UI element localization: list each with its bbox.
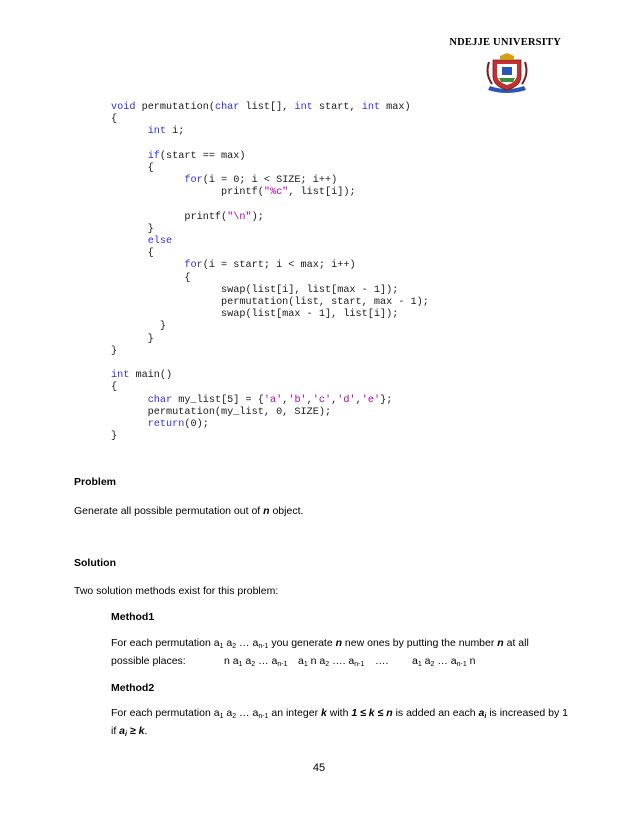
solution-intro: Two solution methods exist for this problem: bbox=[74, 585, 279, 597]
code-token: i; bbox=[166, 126, 185, 138]
code-token: 'd' bbox=[337, 394, 356, 406]
code-line bbox=[111, 358, 429, 370]
code-token: int bbox=[147, 126, 167, 138]
code-token: list[], bbox=[239, 102, 295, 113]
code-token: else bbox=[147, 236, 173, 248]
code-token: swap(list[i], list[max - 1]); bbox=[111, 284, 399, 296]
code-line bbox=[111, 139, 429, 151]
method2-heading: Method2 bbox=[111, 682, 155, 694]
code-line bbox=[111, 273, 429, 285]
code-token: int bbox=[361, 102, 381, 113]
code-token: permutation( bbox=[135, 102, 215, 113]
code-line bbox=[111, 212, 429, 224]
code-token: , bbox=[306, 394, 313, 406]
method2-line1: For each permutation $a_1$ $a_2$ … $a_{n-1}$ an integer k with 1 ≤ k ≤ n is added an each $a_i$ is increased by 1 bbox=[111, 707, 568, 720]
code-token: (i = start; i < max; i++) bbox=[202, 260, 356, 272]
code-token: } bbox=[111, 223, 154, 235]
code-token bbox=[111, 151, 148, 162]
method1-formula-2: $a_1$ n $a_2$ …. $a_{n-1}$ bbox=[298, 655, 365, 668]
method1-heading: Method1 bbox=[111, 611, 155, 623]
code-token: permutation(list, start, max - 1); bbox=[111, 297, 429, 308]
code-token: } bbox=[111, 431, 118, 443]
method2-line2: if $a_i \ge k$. bbox=[111, 725, 148, 738]
code-token: }; bbox=[380, 394, 393, 406]
code-token: swap(list[max - 1], list[i]); bbox=[111, 309, 399, 321]
code-token: , list[i]); bbox=[288, 187, 356, 199]
code-token bbox=[111, 260, 184, 271]
code-token: printf( bbox=[111, 211, 228, 223]
code-line bbox=[111, 382, 429, 394]
code-line bbox=[111, 297, 429, 309]
university-crest-icon bbox=[483, 52, 531, 96]
code-token: if bbox=[147, 150, 160, 162]
code-line bbox=[111, 126, 429, 138]
code-line bbox=[111, 175, 429, 187]
method1-formula-1: n $a_1$ $a_2$ … $a_{n-1}$ bbox=[224, 655, 288, 668]
code-line bbox=[111, 248, 429, 260]
code-line bbox=[111, 407, 429, 419]
method1-formula-3: $a_1$ $a_2$ … $a_{n-1}$ n bbox=[412, 655, 476, 668]
code-line bbox=[111, 419, 429, 431]
code-token: { bbox=[111, 272, 191, 284]
code-token: max) bbox=[380, 102, 411, 113]
problem-text: Generate all possible permutation out of n object. bbox=[74, 505, 304, 517]
code-token: "\n" bbox=[227, 211, 252, 223]
code-line bbox=[111, 236, 429, 248]
code-line bbox=[111, 285, 429, 297]
code-line bbox=[111, 346, 429, 358]
code-token: printf( bbox=[111, 187, 264, 199]
code-line bbox=[111, 370, 429, 382]
code-token: , bbox=[331, 394, 338, 406]
code-token: { bbox=[111, 382, 118, 394]
code-token: permutation(my_list, 0, SIZE); bbox=[111, 406, 332, 418]
code-token: { bbox=[111, 162, 154, 174]
code-line bbox=[111, 334, 429, 346]
code-token: my_list[5] = { bbox=[172, 394, 264, 406]
method1-line1: For each permutation $a_1$ $a_2$ … $a_{n-1}$ you generate n new ones by putting the number n at all bbox=[111, 637, 529, 650]
code-line bbox=[111, 151, 429, 163]
code-token: char bbox=[214, 102, 240, 113]
code-token: main() bbox=[129, 370, 173, 382]
code-token: char bbox=[147, 394, 173, 406]
code-line bbox=[111, 321, 429, 333]
code-token: } bbox=[111, 321, 167, 333]
code-token: , bbox=[282, 394, 289, 406]
code-token: (i = 0; i < SIZE; i++) bbox=[202, 175, 338, 187]
university-name: NDEJJE UNIVERSITY bbox=[449, 37, 561, 48]
code-token: 'a' bbox=[263, 394, 283, 406]
code-token: (start == max) bbox=[159, 150, 246, 162]
code-line bbox=[111, 224, 429, 236]
code-token bbox=[111, 236, 148, 247]
code-line bbox=[111, 163, 429, 175]
code-token: { bbox=[111, 114, 118, 126]
code-line bbox=[111, 431, 429, 443]
code-token: 'e' bbox=[361, 394, 381, 406]
code-line bbox=[111, 102, 429, 114]
code-token: 'c' bbox=[312, 394, 332, 406]
code-token: { bbox=[111, 248, 154, 260]
code-token: return bbox=[147, 418, 185, 430]
code-token bbox=[111, 175, 184, 186]
method1-ellipsis: …. bbox=[375, 655, 389, 667]
code-token: (0); bbox=[184, 418, 209, 430]
code-line bbox=[111, 114, 429, 126]
code-token bbox=[111, 126, 148, 137]
code-token: } bbox=[111, 333, 154, 345]
code-token: , bbox=[355, 394, 362, 406]
solution-heading: Solution bbox=[74, 557, 116, 569]
code-token: 'b' bbox=[288, 394, 307, 406]
page-number: 45 bbox=[312, 762, 326, 774]
problem-heading: Problem bbox=[74, 476, 117, 488]
method1-line2: possible places: bbox=[111, 655, 186, 667]
code-block bbox=[111, 102, 429, 443]
code-token: void bbox=[111, 102, 136, 113]
code-token: } bbox=[111, 345, 118, 357]
code-token bbox=[111, 419, 148, 430]
code-line bbox=[111, 200, 429, 212]
code-token: ); bbox=[251, 211, 264, 223]
code-line bbox=[111, 187, 429, 199]
code-token: start, bbox=[312, 102, 362, 113]
code-token bbox=[111, 395, 148, 406]
code-line bbox=[111, 309, 429, 321]
code-token: for bbox=[184, 260, 203, 272]
code-token: "%c" bbox=[263, 187, 289, 199]
code-line bbox=[111, 395, 429, 407]
code-token: for bbox=[184, 175, 203, 187]
code-token: int bbox=[294, 102, 313, 113]
code-token: int bbox=[111, 370, 130, 382]
code-line bbox=[111, 260, 429, 272]
